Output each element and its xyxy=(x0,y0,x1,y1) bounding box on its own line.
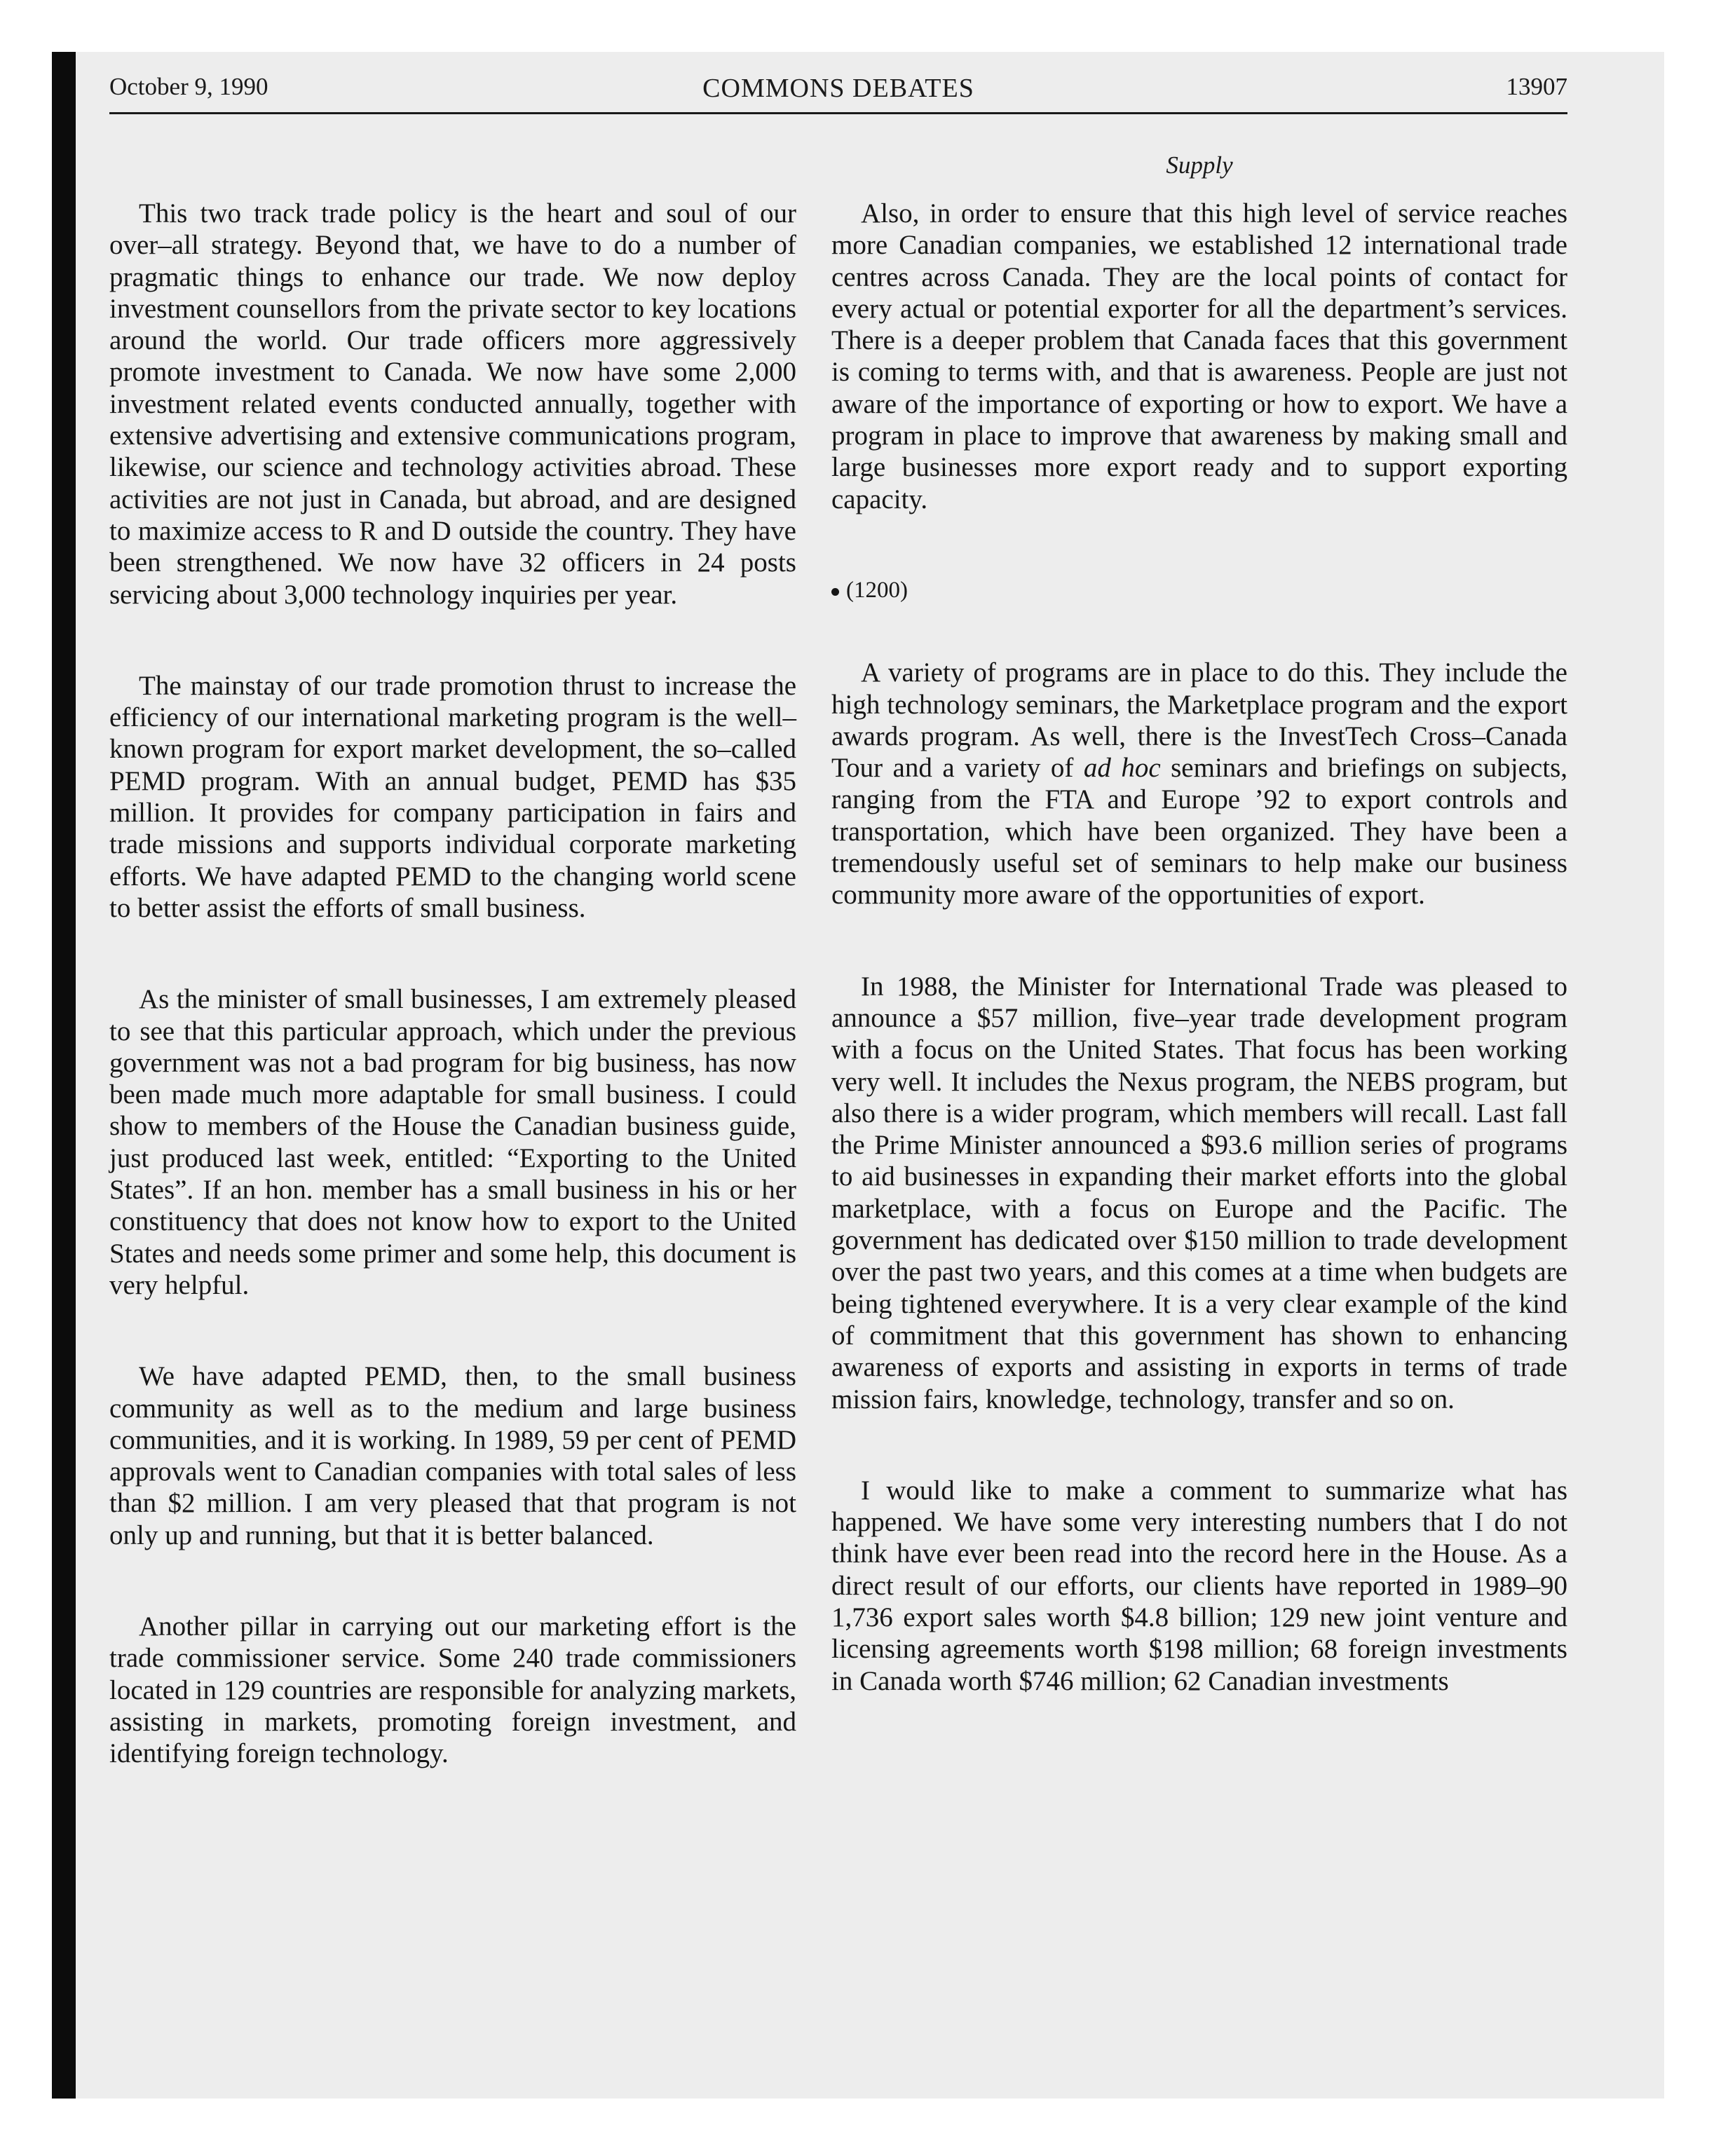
section-title: Supply xyxy=(1166,151,1233,179)
header-date: October 9, 1990 xyxy=(109,73,268,100)
paragraph: This two track trade policy is the heart and soul of our over–all strategy. Beyond that, we have to do a number of pragmatic things to enhance our trade. We now deploy investment counsellors from the private sector to key locations around the world. Our trade officers more aggressively promote investment to Canada. We now have some 2,000 investment related events conducted annually, together with extensive advertising and extensive communications program, likewise, our science and technology activities abroad. These activities are not just in Canada, but abroad, and are designed to maximize access to R and D outside the country. They have been strengthened. We now have 32 officers in 24 posts servicing about 3,000 technology inquiries per year. xyxy=(109,198,796,610)
paragraph: As the minister of small businesses, I am extremely pleased to see that this particular approach, which under the previous government was not a bad program for big business, has now been made much more adaptable for small business. I could show to members of the House the Canadian business guide, just produced last week, entitled: “Exporting to the United States”. If an hon. member has a small business in his or her constituency that does not know how to export to the United States and needs some primer and some help, this document is very helpful. xyxy=(109,984,796,1300)
paragraph xyxy=(831,657,1567,910)
time-marker-text: (1200) xyxy=(846,577,908,603)
right-column xyxy=(831,198,1567,1756)
paragraph: Another pillar in carrying out our marketing effort is the trade commissioner service. Some 240 trade commissioners located in 129 countries are responsible for analyzing markets, assisting in markets, promoting foreign investment, and identifying foreign technology. xyxy=(109,1611,796,1769)
running-header xyxy=(109,73,1567,115)
paragraph: We have adapted PEMD, then, to the small business community as well as to the medium and large business communities, and it is working. In 1989, 59 per cent of PEMD approvals went to Canadian companies with total sales of less than $2 million. I am very pleased that that program is not only up and running, but that it is better balanced. xyxy=(109,1361,796,1550)
paragraph: Also, in order to ensure that this high level of service reaches more Canadian companies, we established 12 international trade centres across Canada. They are the local points of contact for every actual or potential exporter for all the department’s services. There is a deeper problem that Canada faces that this government is coming to terms with, and that is awareness. People are just not aware of the importance of exporting or how to export. We have a program in place to improve that awareness by making small and large businesses more export ready and to support exporting capacity. xyxy=(831,198,1567,514)
paragraph-text: A variety of programs are in place to do this. They include the high technology seminars, the Marketplace program and the export awards program. As well, there is the InvestTech Cross–Canada Tour and a variety of xyxy=(831,657,1567,784)
paragraph: In 1988, the Minister for International Trade was pleased to announce a $57 million, five–year trade development program with a focus on the United States. That focus has been working very well. It includes the Nexus program, the NEBS program, but also there is a wider program, which members will recall. Last fall the Prime Minister announced a $93.6 million series of programs to aid businesses in expanding their market efforts into the global marketplace, with a focus on Europe and the Pacific. The government has dedicated over $150 million to trade development over the past two years, and this comes at a time when budgets are being tightened everywhere. It is a very clear example of the kind of commitment that this government has shown to enhancing awareness of exports and assisting in exports in terms of trade mission fairs, knowledge, technology, transfer and so on. xyxy=(831,971,1567,1414)
header-publication-title: COMMONS DEBATES xyxy=(702,74,974,103)
paragraph: The mainstay of our trade promotion thrust to increase the efficiency of our international marketing program is the well–known program for export market development, the so–called PEMD program. With an annual budget, PEMD has $35 million. It provides for company participation in fairs and trade missions and supports individual corporate marketing efforts. We have adapted PEMD to the changing world scene to better assist the efforts of small business. xyxy=(109,670,796,923)
header-page-number: 13907 xyxy=(1506,73,1567,100)
time-marker xyxy=(831,575,1567,606)
page-binding-edge xyxy=(52,52,76,2099)
paragraph: I would like to make a comment to summarize what has happened. We have some very interesting numbers that I do not think have ever been read into the record here in the House. As a direct result of our efforts, our clients have reported in 1989–90 1,736 export sales worth $4.8 billion; 129 new joint venture and licensing agreements worth $198 million; 68 foreign investments in Canada worth $746 million; 62 Canadian investments xyxy=(831,1475,1567,1696)
header-rule xyxy=(109,112,1567,114)
italic-phrase: ad hoc xyxy=(1083,753,1161,784)
paragraph-text: seminars and briefings on subjects, ranging from the FTA and Europe ’92 to export controls and transportation, which have been organized. They have been a tremendously useful set of seminars to help make our business community more aware of the opportunities of export. xyxy=(831,753,1567,910)
bullet-icon xyxy=(831,588,839,596)
left-column xyxy=(109,198,796,1829)
